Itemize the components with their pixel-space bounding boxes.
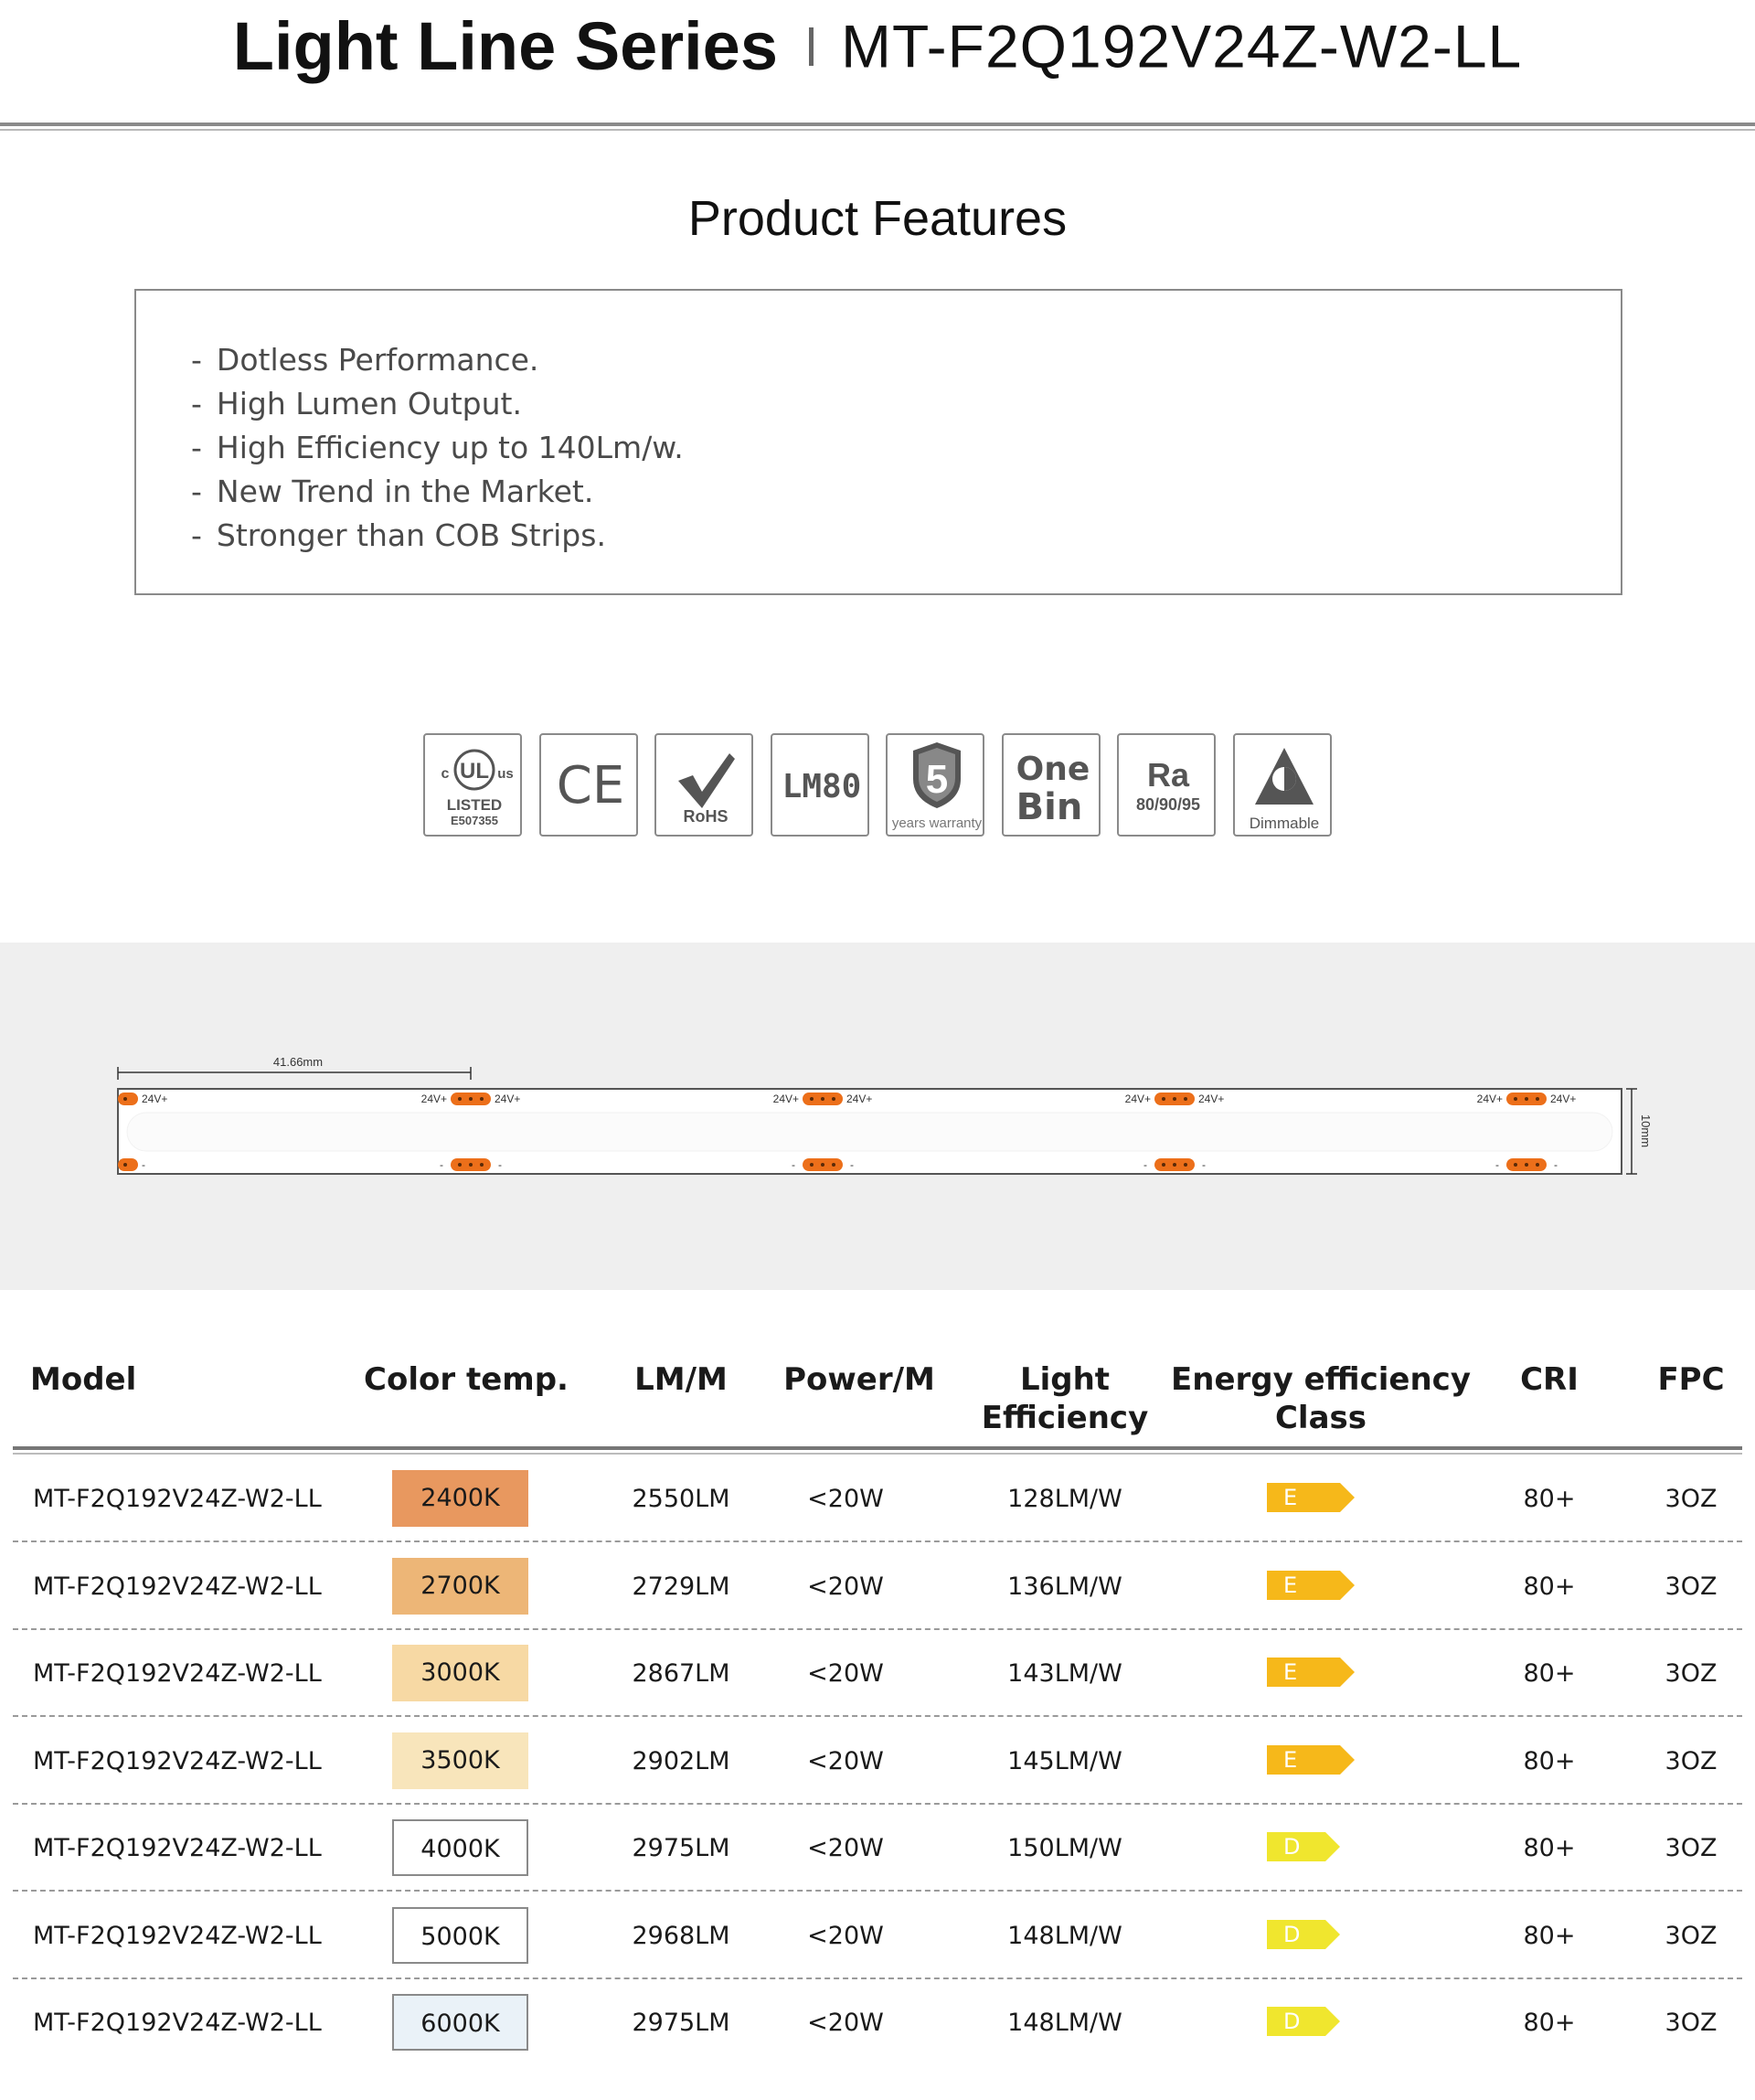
pad-voltage-label: 24V+	[420, 1093, 447, 1105]
one-bin-icon	[1002, 733, 1101, 837]
pad-voltage-label: 24V+	[1124, 1093, 1151, 1105]
energy-class-letter: E	[1283, 1485, 1298, 1510]
feature-item: - High Lumen Output.	[191, 386, 522, 421]
ul-code-text: E507355	[450, 814, 499, 827]
pad-voltage-label: 24V+	[846, 1093, 873, 1105]
header-cri: CRI	[1520, 1361, 1579, 1398]
ul-c-text: c	[441, 766, 450, 782]
features-box	[134, 289, 1622, 595]
color-temp-swatch: 3000K	[392, 1645, 528, 1701]
ra-cri-icon	[1117, 733, 1216, 837]
ul-listed-icon	[423, 733, 522, 837]
energy-class-letter: D	[1283, 1921, 1301, 1947]
header-divider-thin	[0, 129, 1755, 131]
color-temp-swatch: 6000K	[392, 1994, 528, 2051]
color-temp-swatch: 2400K	[392, 1470, 528, 1527]
solder-pad	[118, 1158, 138, 1171]
series-name: Light Line Series	[232, 8, 778, 84]
pad-minus-label: -	[1202, 1158, 1206, 1171]
page-header	[0, 0, 1755, 119]
color-temp-swatch: 4000K	[392, 1819, 528, 1876]
energy-class-label	[1267, 1920, 1340, 1949]
table-row	[0, 1543, 1755, 1630]
cell-fpc: 3OZ	[1665, 1921, 1718, 1950]
table-row	[0, 1630, 1755, 1717]
rohs-check-icon	[654, 733, 753, 837]
cell-lm: 2975LM	[632, 1834, 730, 1862]
energy-class-label	[1267, 1745, 1355, 1775]
cell-cri: 80+	[1523, 2009, 1576, 2037]
pad-minus-label: -	[850, 1158, 854, 1171]
energy-class-letter: D	[1283, 1834, 1301, 1860]
header-divider	[0, 123, 1755, 126]
table-row	[0, 1979, 1755, 2066]
energy-class-label	[1267, 1571, 1355, 1600]
lm80-icon	[771, 733, 869, 837]
table-row	[0, 1718, 1755, 1805]
cell-fpc: 3OZ	[1665, 1746, 1718, 1775]
feature-text: Stronger than COB Strips.	[216, 517, 606, 553]
cell-cri: 80+	[1523, 1921, 1576, 1950]
title-separator	[809, 27, 814, 66]
cell-fpc: 3OZ	[1665, 1485, 1718, 1513]
feature-item: - New Trend in the Market.	[191, 474, 594, 509]
cell-efficiency: 136LM/W	[1007, 1572, 1122, 1601]
cell-power: <20W	[807, 1746, 884, 1775]
pad-minus-label: -	[792, 1158, 795, 1171]
cell-model: MT-F2Q192V24Z-W2-LL	[33, 1572, 322, 1601]
feature-item: - Stronger than COB Strips.	[191, 517, 606, 553]
header-lm: LM/M	[634, 1361, 728, 1398]
cell-power: <20W	[807, 1485, 884, 1513]
pad-minus-label: -	[1554, 1158, 1558, 1171]
cell-efficiency: 128LM/W	[1007, 1485, 1122, 1513]
cell-efficiency: 148LM/W	[1007, 2009, 1122, 2037]
feature-item: - High Efficiency up to 140Lm/w.	[191, 430, 684, 465]
pad-voltage-label: 24V+	[495, 1093, 521, 1105]
model-code: MT-F2Q192V24Z-W2-LL	[841, 12, 1523, 80]
ul-listed-text: LISTED	[446, 796, 503, 814]
ra-values: 80/90/95	[1135, 795, 1201, 814]
features-heading: Product Features	[687, 191, 1068, 246]
cell-model: MT-F2Q192V24Z-W2-LL	[33, 1659, 322, 1688]
cell-model: MT-F2Q192V24Z-W2-LL	[33, 2009, 322, 2037]
spec-table	[0, 1326, 1755, 2075]
pad-voltage-label: 24V+	[1198, 1093, 1225, 1105]
cell-cri: 80+	[1523, 1834, 1576, 1862]
strip-drawing	[0, 943, 1755, 1290]
lm80-text: LM80	[782, 768, 862, 805]
energy-class-label	[1267, 1483, 1355, 1512]
feature-text: High Efficiency up to 140Lm/w.	[216, 430, 684, 465]
table-row	[0, 1892, 1755, 1979]
cell-fpc: 3OZ	[1665, 1572, 1718, 1601]
cell-model: MT-F2Q192V24Z-W2-LL	[33, 1485, 322, 1513]
feature-text: Dotless Performance.	[216, 342, 539, 378]
header-color-temp: Color temp.	[364, 1361, 569, 1398]
feature-item: - Dotless Performance.	[191, 342, 539, 378]
pad-minus-label: -	[440, 1158, 443, 1171]
cell-model: MT-F2Q192V24Z-W2-LL	[33, 1746, 322, 1775]
cell-fpc: 3OZ	[1665, 1659, 1718, 1688]
table-header-divider	[13, 1446, 1742, 1450]
cell-cri: 80+	[1523, 1659, 1576, 1688]
table-row	[0, 1455, 1755, 1542]
header-model: Model	[30, 1361, 137, 1398]
warranty-label: years warranty	[891, 815, 983, 831]
cell-cri: 80+	[1523, 1485, 1576, 1513]
warranty-shield-icon	[886, 733, 984, 837]
cell-lm: 2550LM	[632, 1485, 730, 1513]
header-energy-class: Energy efficiency Class	[1171, 1361, 1471, 1436]
cell-efficiency: 148LM/W	[1007, 1921, 1122, 1950]
ce-mark-icon	[539, 733, 638, 837]
cell-efficiency: 145LM/W	[1007, 1746, 1122, 1775]
energy-class-label	[1267, 1832, 1340, 1861]
energy-class-letter: E	[1283, 1572, 1298, 1598]
color-temp-swatch: 3500K	[392, 1732, 528, 1789]
certification-icons	[423, 733, 1337, 838]
cell-fpc: 3OZ	[1665, 2009, 1718, 2037]
cell-lm: 2729LM	[632, 1572, 730, 1601]
dimension-width-label: 10mm	[1639, 1114, 1653, 1148]
cell-power: <20W	[807, 1834, 884, 1862]
energy-class-letter: E	[1283, 1659, 1298, 1685]
cell-power: <20W	[807, 1572, 884, 1601]
energy-class-label	[1267, 2007, 1340, 2036]
cell-power: <20W	[807, 1921, 884, 1950]
pad-voltage-label: 24V+	[1476, 1093, 1503, 1105]
header-fpc: FPC	[1657, 1361, 1725, 1398]
pad-voltage-label: 24V+	[772, 1093, 799, 1105]
svg-text:UL: UL	[460, 759, 489, 784]
dimension-length-label: 41.66mm	[272, 1055, 324, 1069]
rohs-text: RoHS	[683, 807, 729, 826]
cell-efficiency: 143LM/W	[1007, 1659, 1122, 1688]
ce-text: CE	[556, 756, 625, 815]
cell-lm: 2867LM	[632, 1659, 730, 1688]
pad-minus-label: -	[142, 1158, 145, 1171]
energy-class-label	[1267, 1658, 1355, 1687]
pad-minus-label: -	[1143, 1158, 1147, 1171]
warranty-years: 5	[925, 757, 949, 802]
one-bin-line1: One	[1016, 751, 1090, 788]
cell-power: <20W	[807, 2009, 884, 2037]
energy-class-letter: E	[1283, 1746, 1298, 1773]
dimmable-label: Dimmable	[1249, 815, 1320, 832]
cell-cri: 80+	[1523, 1746, 1576, 1775]
cell-efficiency: 150LM/W	[1007, 1834, 1122, 1862]
cell-lm: 2902LM	[632, 1746, 730, 1775]
pad-minus-label: -	[498, 1158, 502, 1171]
ul-us-text: us	[497, 766, 514, 782]
energy-class-letter: D	[1283, 2009, 1301, 2034]
table-row	[0, 1805, 1755, 1892]
header-light-efficiency: Light Efficiency	[981, 1361, 1149, 1436]
pad-voltage-label: 24V+	[1550, 1093, 1577, 1105]
strip-diagram	[0, 943, 1755, 1290]
cell-power: <20W	[807, 1659, 884, 1688]
cell-lm: 2968LM	[632, 1921, 730, 1950]
cell-fpc: 3OZ	[1665, 1834, 1718, 1862]
feature-text: New Trend in the Market.	[216, 474, 594, 509]
pad-voltage-label: 24V+	[142, 1093, 168, 1105]
feature-text: High Lumen Output.	[216, 386, 522, 421]
features-list	[191, 338, 684, 558]
ra-text: Ra	[1146, 756, 1190, 794]
cell-model: MT-F2Q192V24Z-W2-LL	[33, 1921, 322, 1950]
header-title	[0, 7, 1755, 85]
pad-minus-label: -	[1495, 1158, 1499, 1171]
table-header-divider-thin	[13, 1453, 1742, 1455]
cell-model: MT-F2Q192V24Z-W2-LL	[33, 1834, 322, 1862]
one-bin-line2: Bin	[1016, 786, 1083, 828]
cell-lm: 2975LM	[632, 2009, 730, 2037]
dimmable-triangle-icon	[1233, 733, 1332, 837]
header-power: Power/M	[783, 1361, 935, 1398]
cell-cri: 80+	[1523, 1572, 1576, 1601]
color-temp-swatch: 2700K	[392, 1558, 528, 1615]
color-temp-swatch: 5000K	[392, 1907, 528, 1964]
solder-pad	[118, 1093, 138, 1105]
